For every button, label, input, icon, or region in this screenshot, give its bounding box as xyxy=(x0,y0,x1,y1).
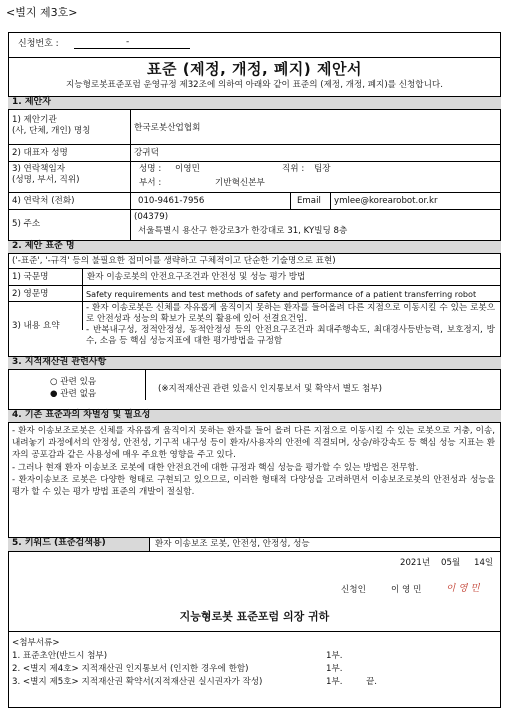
necessity-item: - 그러나 현재 환자 이송보조 로봇에 대한 안전요건에 대한 규정과 핵심 성능을 평가할 수 있는 방법은 전무함. xyxy=(12,462,419,473)
application-number-field[interactable] xyxy=(74,48,190,49)
section-3-heading: 3. 지적재산권 관련사항 xyxy=(8,356,501,370)
english-name-label: 2) 영문명 xyxy=(12,289,49,299)
email-label: Email xyxy=(297,196,321,206)
application-number-label: 신청번호 : xyxy=(18,39,59,49)
attachments-heading: <첨부서류> xyxy=(12,638,60,648)
necessity-content xyxy=(12,425,495,498)
addressee: 지능형로봇 표준포럼 의장 귀하 xyxy=(179,610,330,623)
form-number: <별지 제3호> xyxy=(6,6,78,19)
keywords-value: 환자 이송보조 로봇, 안전성, 안정성, 성능 xyxy=(155,539,310,549)
korean-name-label: 1) 국문명 xyxy=(12,272,49,282)
section-5-heading: 5. 키워드 (표준검색용) xyxy=(8,537,149,552)
contact-label: 3) 연락책임자 (성명, 부서, 직위) xyxy=(12,164,80,185)
necessity-item: - 환자 이송보조로봇은 신체를 자유롭게 움직이지 못하는 환자를 들어 올려 다른 지점으로 이동시킬 수 있는 로봇으로 거충, 이송, 내려놓기 과정에서의 안정성, 안전성, 기구적 내구성 등이 환자/사용자의 안전에 직결되며, 상승/하강속도 등 핵심 성능 지표는 환자의 공포감과 같은 사용성에 매우 주요한 영향을 주고 있다. xyxy=(12,426,495,461)
date-day: 14일 xyxy=(474,558,494,568)
attachment-item: 3. <별지 제5호> 지적재산권 확약서(지적재산권 실시권자가 작성) xyxy=(12,677,263,687)
section-2-heading: 2. 제안 표준 명 xyxy=(8,240,501,254)
section-2-note: ('-표준', '-규격' 등의 불필요한 접미어를 생략하고 구체적이고 단순한 기술명으로 표현) xyxy=(12,256,336,266)
position-value: 팀장 xyxy=(314,164,331,174)
applicant-signature: 이 영 민 xyxy=(446,583,480,594)
address-zip: (04379) xyxy=(134,212,169,222)
ip-option-no[interactable]: ● 관련 없음 xyxy=(50,389,97,399)
necessity-item: - 환자이송보조 로봇은 다양한 형태로 구현되고 있으므로, 이러한 형태적 다양성을 고려하면서 이송보조로봇의 안전성과 성능을 평가 할 수 있는 평가 방법 표준의 개발이 절실함. xyxy=(12,474,495,498)
date-month: 05월 xyxy=(441,558,461,568)
rep-label: 2) 대표자 성명 xyxy=(12,148,68,158)
attachment-item: 1. 표준초안(반드시 첨부) xyxy=(12,651,108,661)
applicant-label: 신청인 xyxy=(341,585,366,595)
summary-item: - 반복내구성, 정적안정성, 동적안정성 등의 안전요구조건과 최대주행속도, 최대경사등반능력, 보호정지, 방수, 소음 등 핵심 성능지표에 대한 평가방법을 규정함 xyxy=(86,325,495,346)
korean-name-value: 환자 이송로봇의 안전요구조건과 안전성 및 성능 평가 방법 xyxy=(87,272,306,282)
address-value: 서울특별시 용산구 한강로3가 한강대로 31, KY빌딩 8층 xyxy=(138,226,348,236)
rep-value: 강귀덕 xyxy=(134,148,159,158)
ip-option-yes[interactable]: ○ 관련 있음 xyxy=(50,377,97,387)
document-title: 표준 (제정, 개정, 폐지) 제안서 xyxy=(147,60,362,78)
attachment-count: 1부. xyxy=(326,651,343,661)
phone-value: 010-9461-7956 xyxy=(138,196,205,206)
attachment-count: 1부. xyxy=(326,664,343,674)
ip-note: (※지적재산권 관련 있을시 인지통보서 및 확약서 별도 첨부) xyxy=(158,384,382,394)
summary-content xyxy=(86,303,495,347)
org-label: 1) 제안기관 (사, 단체, 개인) 명칭 xyxy=(12,115,91,136)
phone-label: 4) 연락처 (전화) xyxy=(12,196,75,206)
attachment-item: 2. <별지 제4호> 지적재산권 인지통보서 (인지한 경우에 한함) xyxy=(12,664,249,674)
applicant-name: 이 영 민 xyxy=(391,585,422,595)
application-number-separator: - xyxy=(126,37,130,47)
summary-item: - 환자 이송로봇은 신체를 자유롭게 움직이지 못하는 환자를 들어올려 다른 지점으로 이동시킬 수 있는 로봇으로 안전성과 성능의 확보가 로봇의 활용에 있어 선결요건임. xyxy=(86,303,495,324)
section-1-heading: 1. 제안자 xyxy=(8,96,501,110)
date-year: 2021년 xyxy=(400,558,431,568)
email-value: ymlee@korearobot.or.kr xyxy=(334,196,438,206)
name-value: 이영민 xyxy=(175,164,200,174)
address-label: 5) 주소 xyxy=(12,219,41,229)
dept-value: 기반혁신본부 xyxy=(215,178,265,188)
attachments-end: 끝. xyxy=(366,677,378,687)
attachment-count: 1부. xyxy=(326,677,343,687)
application-number-row xyxy=(8,32,501,58)
org-value: 한국로봇산업협회 xyxy=(134,123,201,133)
summary-label: 3) 내용 요약 xyxy=(12,321,60,331)
name-label: 성명 : xyxy=(139,164,162,174)
dept-label: 부서 : xyxy=(139,178,162,188)
english-name-value: Safety requirements and test methods of safety and performance of a patient transferring robot xyxy=(86,289,477,299)
document-subtitle: 지능형로봇표준포럼 운영규정 제32조에 의하여 아래와 같이 표준의 (제정, 개정, 폐지)를 신청합니다. xyxy=(66,80,443,90)
position-label: 직위 : xyxy=(282,164,305,174)
section-4-heading: 4. 기존 표준과의 차별성 및 필요성 xyxy=(8,409,501,423)
